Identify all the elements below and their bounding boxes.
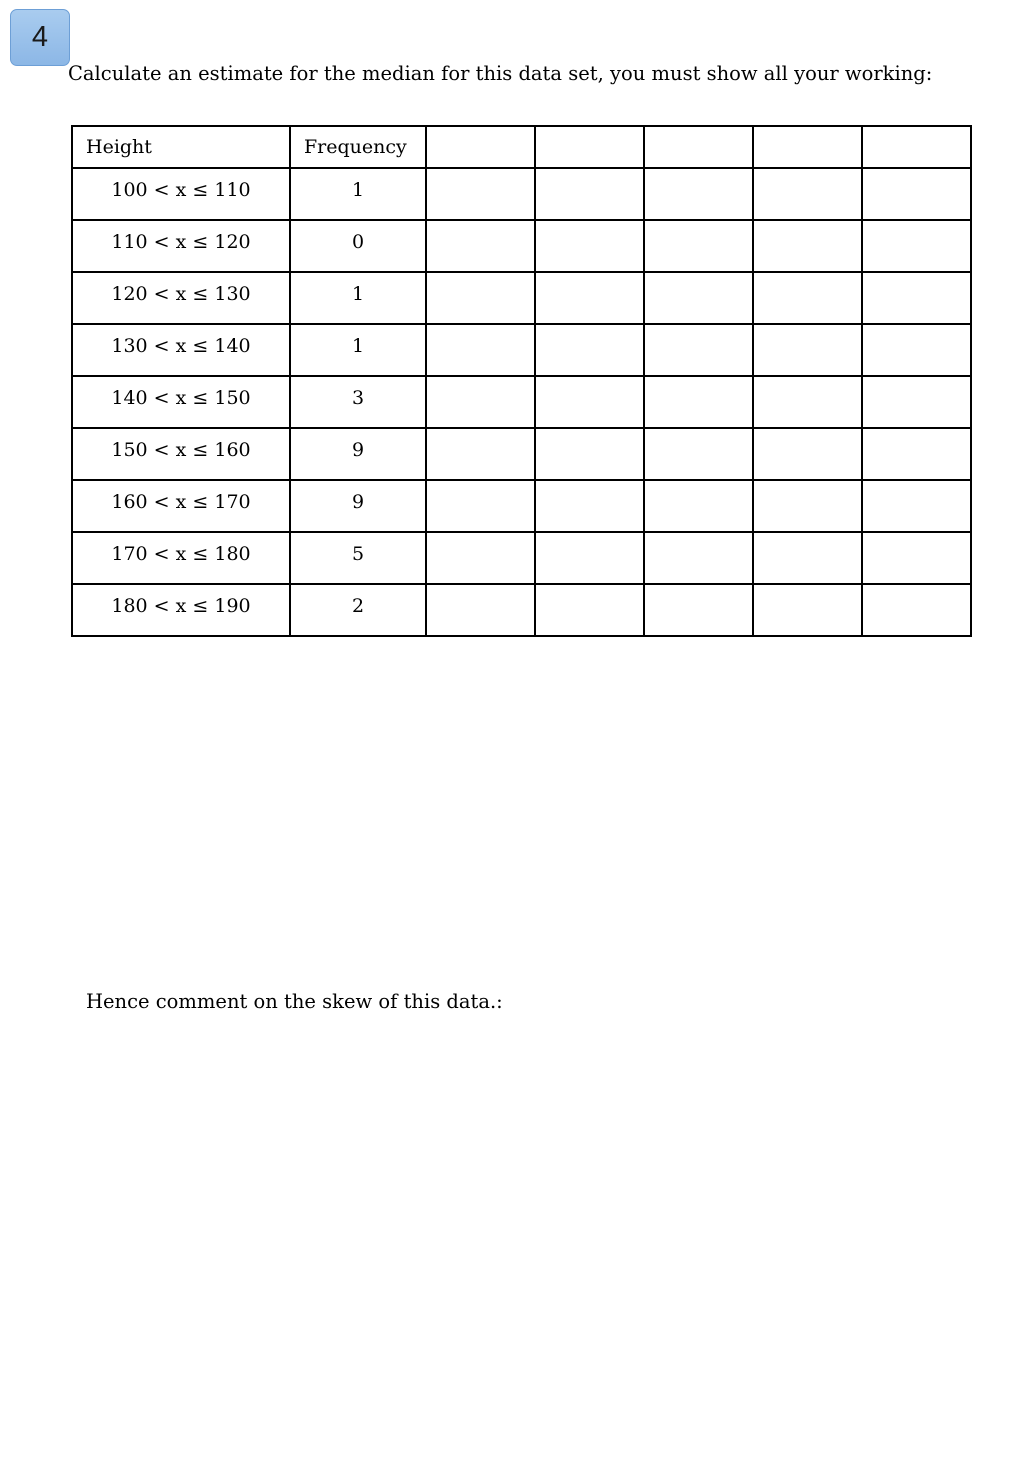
blank-answer-cell[interactable] — [426, 584, 535, 636]
blank-answer-cell[interactable] — [535, 272, 644, 324]
frequency-value: 0 — [290, 220, 426, 272]
blank-answer-cell[interactable] — [753, 220, 862, 272]
height-interval: 130 < x ≤ 140 — [72, 324, 290, 376]
frequency-table — [71, 125, 972, 637]
table-row — [72, 584, 971, 636]
blank-answer-cell[interactable] — [644, 532, 753, 584]
blank-answer-cell[interactable] — [753, 168, 862, 220]
blank-answer-cell[interactable] — [426, 168, 535, 220]
header-height: Height — [72, 126, 290, 168]
blank-answer-cell[interactable] — [535, 220, 644, 272]
frequency-value: 1 — [290, 168, 426, 220]
table-row — [72, 532, 971, 584]
height-interval: 110 < x ≤ 120 — [72, 220, 290, 272]
blank-answer-cell[interactable] — [426, 428, 535, 480]
blank-answer-cell[interactable] — [862, 272, 971, 324]
blank-answer-cell[interactable] — [644, 168, 753, 220]
blank-answer-cell[interactable] — [535, 480, 644, 532]
blank-header-cell[interactable] — [426, 126, 535, 168]
blank-answer-cell[interactable] — [426, 324, 535, 376]
height-interval: 150 < x ≤ 160 — [72, 428, 290, 480]
blank-answer-cell[interactable] — [644, 324, 753, 376]
blank-answer-cell[interactable] — [753, 480, 862, 532]
table-row — [72, 480, 971, 532]
blank-answer-cell[interactable] — [644, 272, 753, 324]
blank-answer-cell[interactable] — [426, 376, 535, 428]
blank-answer-cell[interactable] — [753, 428, 862, 480]
blank-answer-cell[interactable] — [644, 480, 753, 532]
header-frequency: Frequency — [290, 126, 426, 168]
blank-answer-cell[interactable] — [644, 376, 753, 428]
blank-answer-cell[interactable] — [862, 168, 971, 220]
blank-answer-cell[interactable] — [862, 428, 971, 480]
blank-answer-cell[interactable] — [535, 584, 644, 636]
blank-answer-cell[interactable] — [426, 220, 535, 272]
table-row — [72, 324, 971, 376]
instruction-text: Calculate an estimate for the median for this data set, you must show all your working: — [68, 62, 933, 85]
blank-header-cell[interactable] — [862, 126, 971, 168]
blank-header-cell[interactable] — [753, 126, 862, 168]
follow-up-question: Hence comment on the skew of this data.: — [86, 990, 503, 1013]
frequency-value: 1 — [290, 324, 426, 376]
blank-answer-cell[interactable] — [644, 220, 753, 272]
height-interval: 140 < x ≤ 150 — [72, 376, 290, 428]
table-row — [72, 272, 971, 324]
blank-answer-cell[interactable] — [535, 376, 644, 428]
height-interval: 170 < x ≤ 180 — [72, 532, 290, 584]
question-number-badge — [10, 9, 70, 66]
frequency-value: 2 — [290, 584, 426, 636]
table-row — [72, 376, 971, 428]
blank-answer-cell[interactable] — [753, 324, 862, 376]
blank-header-cell[interactable] — [535, 126, 644, 168]
height-interval: 160 < x ≤ 170 — [72, 480, 290, 532]
blank-answer-cell[interactable] — [862, 480, 971, 532]
blank-answer-cell[interactable] — [426, 480, 535, 532]
blank-header-cell[interactable] — [644, 126, 753, 168]
blank-answer-cell[interactable] — [426, 272, 535, 324]
frequency-value: 3 — [290, 376, 426, 428]
blank-answer-cell[interactable] — [753, 584, 862, 636]
blank-answer-cell[interactable] — [753, 376, 862, 428]
blank-answer-cell[interactable] — [862, 532, 971, 584]
blank-answer-cell[interactable] — [753, 272, 862, 324]
table-row — [72, 168, 971, 220]
blank-answer-cell[interactable] — [644, 584, 753, 636]
blank-answer-cell[interactable] — [535, 532, 644, 584]
blank-answer-cell[interactable] — [644, 428, 753, 480]
blank-answer-cell[interactable] — [862, 220, 971, 272]
frequency-value: 9 — [290, 480, 426, 532]
blank-answer-cell[interactable] — [535, 324, 644, 376]
blank-answer-cell[interactable] — [862, 584, 971, 636]
question-number: 4 — [31, 21, 49, 53]
frequency-value: 9 — [290, 428, 426, 480]
blank-answer-cell[interactable] — [753, 532, 862, 584]
frequency-value: 1 — [290, 272, 426, 324]
table-row — [72, 428, 971, 480]
blank-answer-cell[interactable] — [426, 532, 535, 584]
height-interval: 120 < x ≤ 130 — [72, 272, 290, 324]
table-row — [72, 220, 971, 272]
blank-answer-cell[interactable] — [535, 168, 644, 220]
blank-answer-cell[interactable] — [862, 324, 971, 376]
table-header-row — [72, 126, 971, 168]
blank-answer-cell[interactable] — [535, 428, 644, 480]
frequency-value: 5 — [290, 532, 426, 584]
height-interval: 100 < x ≤ 110 — [72, 168, 290, 220]
blank-answer-cell[interactable] — [862, 376, 971, 428]
height-interval: 180 < x ≤ 190 — [72, 584, 290, 636]
